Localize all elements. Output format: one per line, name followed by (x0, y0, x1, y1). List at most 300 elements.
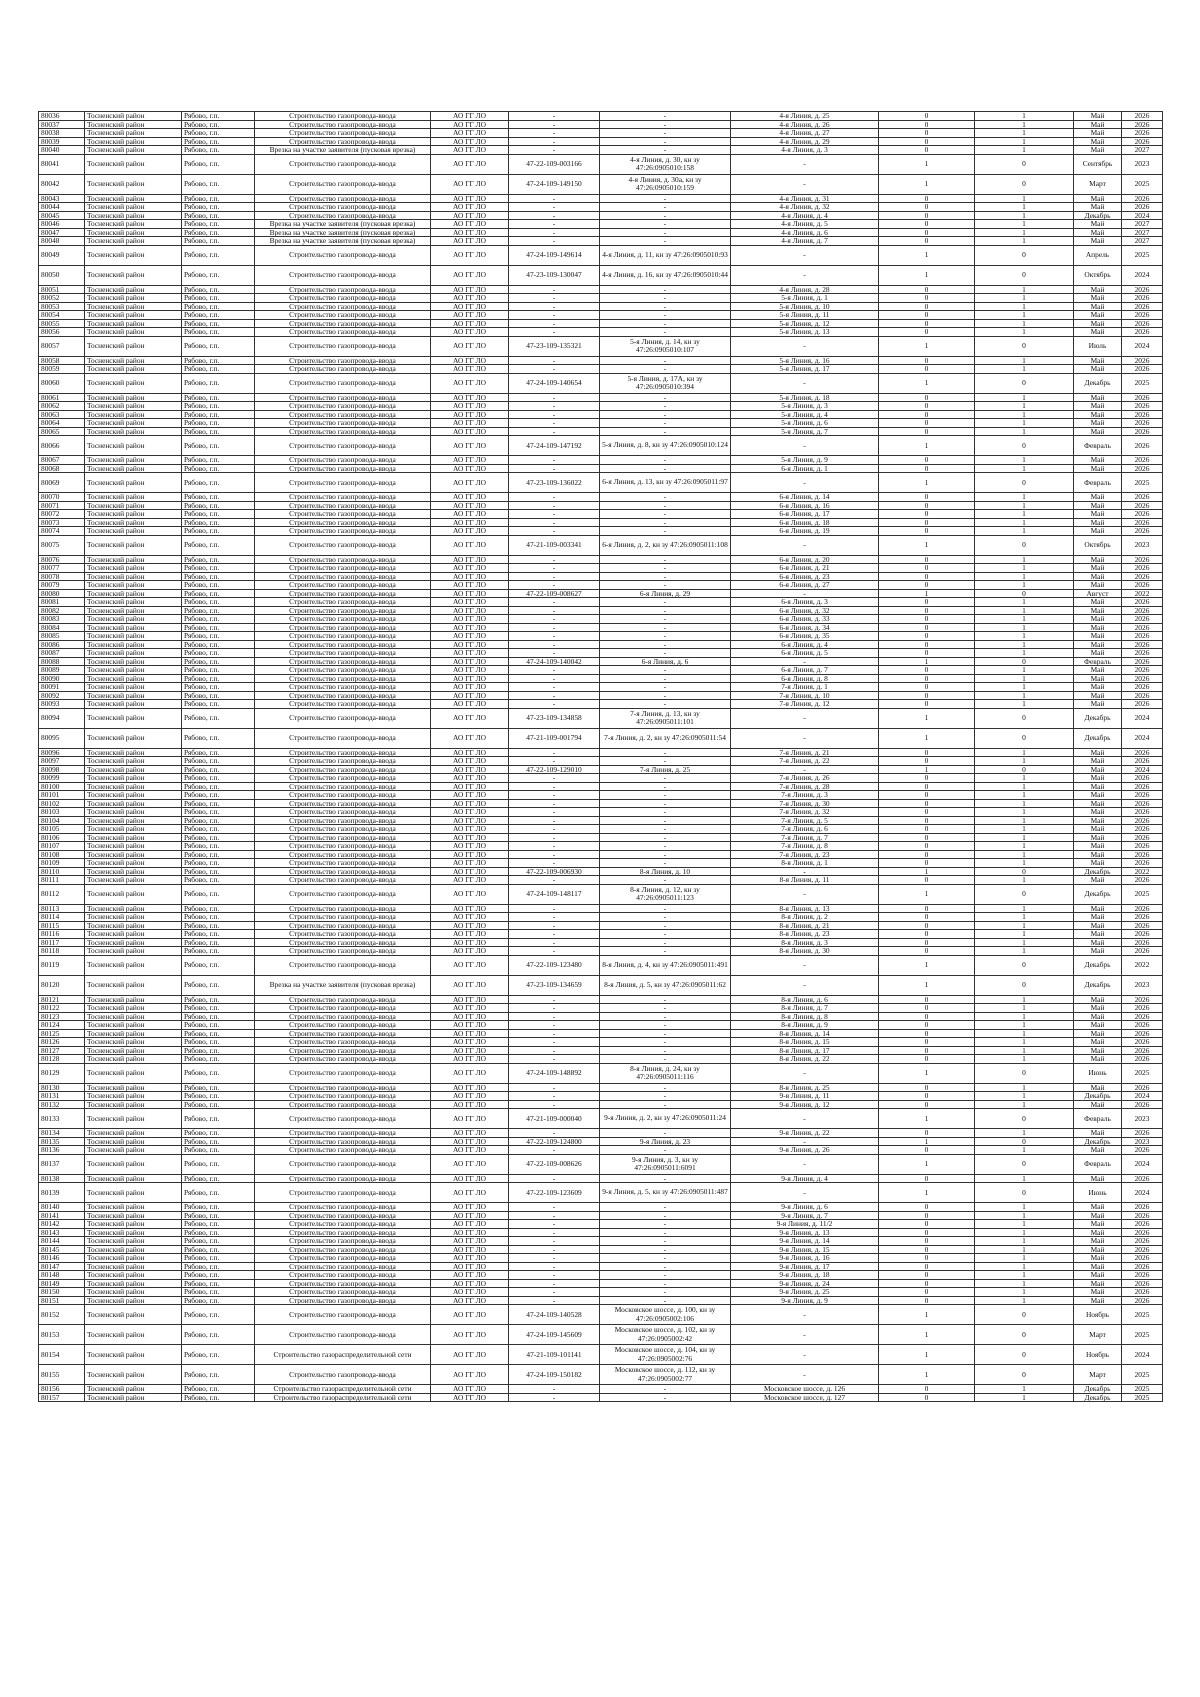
cell-address: 4-я Линия, д. 5 (731, 220, 879, 229)
cell-number: 80059 (39, 365, 85, 374)
cell-number: 80065 (39, 427, 85, 436)
cell-number: 80092 (39, 691, 85, 700)
cell-contract-number: - (509, 674, 600, 683)
cell-district: Тосненский район (85, 1129, 182, 1138)
cell-settlement: Рябово, г.п. (182, 640, 255, 649)
cell-work-type: Строительство газопровода-ввода (255, 1021, 431, 1030)
cell-district: Тосненский район (85, 1254, 182, 1263)
cell-settlement: Рябово, г.п. (182, 938, 255, 947)
cell-organization: АО ГГ ЛО (431, 265, 509, 285)
cell-year: 2027 (1122, 228, 1163, 237)
cell-month: Май (1074, 1211, 1122, 1220)
cell-address: 9-я Линия, д. 6 (731, 1203, 879, 1212)
cell-year: 2026 (1122, 120, 1163, 129)
cell-district: Тосненский район (85, 1279, 182, 1288)
cell-district: Тосненский район (85, 938, 182, 947)
cell-address: 8-я Линия, д. 11 (731, 876, 879, 885)
cell-count-a: 0 (879, 1092, 975, 1101)
cell-address: Московское шоссе, д. 126 (731, 1385, 879, 1394)
cell-work-type: Строительство газопровода-ввода (255, 1288, 431, 1297)
cell-contract-number: - (509, 842, 600, 851)
cell-work-type: Строительство газопровода-ввода (255, 1029, 431, 1038)
cell-address: 5-я Линия, д. 13 (731, 328, 879, 337)
cell-month: Май (1074, 1012, 1122, 1021)
cell-work-type: Строительство газопровода-ввода (255, 501, 431, 510)
cell-district: Тосненский район (85, 1345, 182, 1365)
cell-year: 2024 (1122, 336, 1163, 356)
cell-contract-number: - (509, 493, 600, 502)
cell-year: 2026 (1122, 1174, 1163, 1183)
cell-month: Декабрь (1074, 1092, 1122, 1101)
cell-work-type: Строительство газопровода-ввода (255, 799, 431, 808)
cell-address-contract: - (600, 606, 731, 615)
cell-contract-number: - (509, 203, 600, 212)
cell-settlement: Рябово, г.п. (182, 237, 255, 246)
cell-district: Тосненский район (85, 112, 182, 121)
cell-count-b: 1 (975, 518, 1074, 527)
cell-organization: АО ГГ ЛО (431, 336, 509, 356)
cell-contract-number: - (509, 632, 600, 641)
cell-contract-number: 47-22-109-006930 (509, 867, 600, 876)
cell-count-b: 0 (975, 867, 1074, 876)
cell-number: 80096 (39, 748, 85, 757)
cell-count-b: 1 (975, 237, 1074, 246)
cell-work-type: Строительство газопровода-ввода (255, 294, 431, 303)
cell-month: Май (1074, 1029, 1122, 1038)
cell-count-b: 0 (975, 245, 1074, 265)
cell-organization: АО ГГ ЛО (431, 615, 509, 624)
cell-number: 80072 (39, 510, 85, 519)
cell-settlement: Рябово, г.п. (182, 373, 255, 393)
cell-count-a: 0 (879, 319, 975, 328)
cell-address-contract: 9-я Линия, д. 5, кн зу 47:26:0905011:487 (600, 1183, 731, 1203)
cell-address: - (731, 589, 879, 598)
cell-address-contract: - (600, 220, 731, 229)
cell-district: Тосненский район (85, 1305, 182, 1325)
cell-work-type: Строительство газопровода-ввода (255, 598, 431, 607)
cell-year: 2027 (1122, 220, 1163, 229)
cell-contract-number: - (509, 1038, 600, 1047)
cell-number: 80114 (39, 913, 85, 922)
cell-count-b: 1 (975, 913, 1074, 922)
cell-address-contract: 4-я Линия, д. 11, кн зу 47:26:0905010:93 (600, 245, 731, 265)
cell-year: 2026 (1122, 1021, 1163, 1030)
table-row (39, 799, 1163, 808)
cell-contract-number: - (509, 615, 600, 624)
cell-count-b: 1 (975, 294, 1074, 303)
cell-contract-number: 47-24-109-149150 (509, 174, 600, 194)
cell-contract-number: - (509, 572, 600, 581)
cell-number: 80128 (39, 1055, 85, 1064)
cell-number: 80049 (39, 245, 85, 265)
cell-count-a: 0 (879, 493, 975, 502)
cell-contract-number: 47-24-109-150182 (509, 1365, 600, 1385)
cell-count-b: 1 (975, 1288, 1074, 1297)
cell-district: Тосненский район (85, 555, 182, 564)
cell-settlement: Рябово, г.п. (182, 884, 255, 904)
cell-organization: АО ГГ ЛО (431, 904, 509, 913)
cell-year: 2026 (1122, 1046, 1163, 1055)
cell-count-a: 1 (879, 245, 975, 265)
cell-address-contract: - (600, 311, 731, 320)
cell-contract-number: - (509, 1029, 600, 1038)
table-row (39, 1305, 1163, 1325)
cell-organization: АО ГГ ЛО (431, 859, 509, 868)
cell-month: Май (1074, 1220, 1122, 1229)
cell-year: 2026 (1122, 581, 1163, 590)
table-row (39, 774, 1163, 783)
cell-district: Тосненский район (85, 947, 182, 956)
cell-number: 80124 (39, 1021, 85, 1030)
cell-address-contract: - (600, 1385, 731, 1394)
cell-address: - (731, 1365, 879, 1385)
cell-organization: АО ГГ ЛО (431, 1203, 509, 1212)
cell-contract-number: - (509, 464, 600, 473)
table-row (39, 808, 1163, 817)
cell-work-type: Строительство газопровода-ввода (255, 606, 431, 615)
cell-year: 2026 (1122, 816, 1163, 825)
cell-settlement: Рябово, г.п. (182, 1271, 255, 1280)
table-row (39, 876, 1163, 885)
cell-month: Май (1074, 683, 1122, 692)
cell-work-type: Строительство газопровода-ввода (255, 1325, 431, 1345)
cell-month: Май (1074, 527, 1122, 536)
cell-contract-number: - (509, 211, 600, 220)
cell-address: 8-я Линия, д. 21 (731, 921, 879, 930)
cell-month: Май (1074, 1245, 1122, 1254)
cell-year: 2022 (1122, 867, 1163, 876)
cell-contract-number: 47-23-109-134858 (509, 708, 600, 728)
cell-work-type: Строительство газопровода-ввода (255, 683, 431, 692)
table-row (39, 402, 1163, 411)
cell-contract-number: 47-23-109-136022 (509, 473, 600, 493)
cell-month: Май (1074, 555, 1122, 564)
cell-count-b: 0 (975, 1154, 1074, 1174)
cell-count-b: 1 (975, 1092, 1074, 1101)
cell-count-b: 1 (975, 640, 1074, 649)
cell-settlement: Рябово, г.п. (182, 666, 255, 675)
cell-settlement: Рябово, г.п. (182, 1203, 255, 1212)
cell-year: 2026 (1122, 598, 1163, 607)
table-row (39, 842, 1163, 851)
table-row (39, 748, 1163, 757)
cell-month: Декабрь (1074, 975, 1122, 995)
cell-work-type: Строительство газопровода-ввода (255, 419, 431, 428)
cell-organization: АО ГГ ЛО (431, 203, 509, 212)
cell-settlement: Рябово, г.п. (182, 1029, 255, 1038)
cell-year: 2026 (1122, 666, 1163, 675)
cell-district: Тосненский район (85, 427, 182, 436)
cell-work-type: Строительство газопровода-ввода (255, 1211, 431, 1220)
cell-settlement: Рябово, г.п. (182, 765, 255, 774)
cell-contract-number: - (509, 328, 600, 337)
cell-contract-number: 47-24-109-147192 (509, 436, 600, 456)
cell-count-b: 1 (975, 623, 1074, 632)
cell-count-a: 1 (879, 1325, 975, 1345)
cell-count-a: 0 (879, 146, 975, 155)
cell-organization: АО ГГ ЛО (431, 373, 509, 393)
cell-number: 80062 (39, 402, 85, 411)
cell-address-contract: - (600, 842, 731, 851)
table-row (39, 1345, 1163, 1365)
cell-count-b: 0 (975, 1325, 1074, 1345)
cell-count-b: 1 (975, 674, 1074, 683)
cell-contract-number: - (509, 598, 600, 607)
cell-district: Тосненский район (85, 1100, 182, 1109)
cell-number: 80118 (39, 947, 85, 956)
cell-organization: АО ГГ ЛО (431, 1129, 509, 1138)
table-row (39, 1100, 1163, 1109)
cell-count-b: 1 (975, 228, 1074, 237)
cell-settlement: Рябово, г.п. (182, 1146, 255, 1155)
table-row (39, 265, 1163, 285)
cell-address: 8-я Линия, д. 8 (731, 1012, 879, 1021)
cell-number: 80085 (39, 632, 85, 641)
cell-number: 80084 (39, 623, 85, 632)
cell-address: 9-я Линия, д. 15 (731, 1245, 879, 1254)
table-row (39, 1385, 1163, 1394)
cell-work-type: Строительство газопровода-ввода (255, 589, 431, 598)
cell-address: 9-я Линия, д. 11 (731, 1092, 879, 1101)
cell-settlement: Рябово, г.п. (182, 850, 255, 859)
table-row (39, 518, 1163, 527)
cell-count-a: 0 (879, 947, 975, 956)
cell-month: Май (1074, 1288, 1122, 1297)
cell-month: Май (1074, 632, 1122, 641)
cell-district: Тосненский район (85, 1183, 182, 1203)
cell-count-a: 1 (879, 473, 975, 493)
cell-address-contract: - (600, 1046, 731, 1055)
cell-count-a: 1 (879, 1137, 975, 1146)
cell-work-type: Врезка на участке заявителя (пусковая врезка) (255, 975, 431, 995)
cell-count-a: 0 (879, 1211, 975, 1220)
cell-month: Май (1074, 765, 1122, 774)
table-row (39, 649, 1163, 658)
cell-settlement: Рябово, г.п. (182, 336, 255, 356)
cell-address-contract: - (600, 700, 731, 709)
cell-year: 2025 (1122, 245, 1163, 265)
cell-year: 2026 (1122, 572, 1163, 581)
cell-district: Тосненский район (85, 589, 182, 598)
cell-number: 80060 (39, 373, 85, 393)
cell-year: 2026 (1122, 640, 1163, 649)
cell-settlement: Рябово, г.п. (182, 632, 255, 641)
cell-address-contract: - (600, 228, 731, 237)
cell-address: 4-я Линия, д. 3 (731, 146, 879, 155)
cell-district: Тосненский район (85, 265, 182, 285)
cell-organization: АО ГГ ЛО (431, 1393, 509, 1402)
cell-address-contract: - (600, 510, 731, 519)
cell-organization: АО ГГ ЛО (431, 666, 509, 675)
cell-address-contract: 4-я Линия, д. 30а, кн зу 47:26:0905010:159 (600, 174, 731, 194)
cell-number: 80057 (39, 336, 85, 356)
cell-work-type: Строительство газопровода-ввода (255, 1203, 431, 1212)
cell-address: 8-я Линия, д. 14 (731, 1029, 879, 1038)
cell-settlement: Рябово, г.п. (182, 493, 255, 502)
cell-count-a: 0 (879, 510, 975, 519)
cell-count-a: 1 (879, 765, 975, 774)
cell-work-type: Строительство газопровода-ввода (255, 1109, 431, 1129)
cell-count-a: 0 (879, 1129, 975, 1138)
cell-contract-number: - (509, 791, 600, 800)
cell-month: Декабрь (1074, 1393, 1122, 1402)
cell-address-contract: Московское шоссе, д. 112, кн зу 47:26:0905002:77 (600, 1365, 731, 1385)
table-row (39, 564, 1163, 573)
cell-work-type: Строительство газопровода-ввода (255, 356, 431, 365)
cell-contract-number: - (509, 947, 600, 956)
cell-organization: АО ГГ ЛО (431, 1083, 509, 1092)
cell-year: 2026 (1122, 393, 1163, 402)
cell-year: 2026 (1122, 632, 1163, 641)
cell-district: Тосненский район (85, 328, 182, 337)
cell-year: 2026 (1122, 850, 1163, 859)
cell-number: 80143 (39, 1228, 85, 1237)
cell-contract-number: - (509, 1271, 600, 1280)
cell-organization: АО ГГ ЛО (431, 1325, 509, 1345)
cell-district: Тосненский район (85, 501, 182, 510)
cell-settlement: Рябово, г.п. (182, 112, 255, 121)
cell-settlement: Рябово, г.п. (182, 1109, 255, 1129)
cell-year: 2025 (1122, 174, 1163, 194)
cell-year: 2024 (1122, 1154, 1163, 1174)
cell-contract-number: - (509, 1262, 600, 1271)
cell-address: 9-я Линия, д. 26 (731, 1146, 879, 1155)
cell-settlement: Рябово, г.п. (182, 464, 255, 473)
cell-work-type: Строительство газопровода-ввода (255, 527, 431, 536)
cell-work-type: Строительство газопровода-ввода (255, 1038, 431, 1047)
cell-address-contract: - (600, 493, 731, 502)
cell-address-contract: - (600, 1211, 731, 1220)
cell-year: 2026 (1122, 1004, 1163, 1013)
cell-address: 6-я Линия, д. 5 (731, 649, 879, 658)
cell-count-b: 1 (975, 456, 1074, 465)
cell-month: Май (1074, 285, 1122, 294)
cell-contract-number: - (509, 112, 600, 121)
cell-work-type: Строительство газопровода-ввода (255, 1305, 431, 1325)
cell-number: 80098 (39, 765, 85, 774)
cell-address-contract: - (600, 1296, 731, 1305)
cell-settlement: Рябово, г.п. (182, 1046, 255, 1055)
cell-organization: АО ГГ ЛО (431, 589, 509, 598)
cell-organization: АО ГГ ЛО (431, 632, 509, 641)
cell-number: 80152 (39, 1305, 85, 1325)
cell-count-b: 1 (975, 1046, 1074, 1055)
cell-settlement: Рябово, г.п. (182, 245, 255, 265)
table-row (39, 328, 1163, 337)
cell-address: 6-я Линия, д. 1 (731, 464, 879, 473)
cell-address-contract: - (600, 913, 731, 922)
cell-address: - (731, 154, 879, 174)
cell-address: 6-я Линия, д. 19 (731, 527, 879, 536)
cell-address: 9-я Линия, д. 11/2 (731, 1220, 879, 1229)
table-row (39, 632, 1163, 641)
cell-month: Ноябрь (1074, 1345, 1122, 1365)
cell-contract-number: - (509, 220, 600, 229)
cell-address: 8-я Линия, д. 7 (731, 1004, 879, 1013)
cell-address: - (731, 1063, 879, 1083)
cell-work-type: Строительство газопровода-ввода (255, 1146, 431, 1155)
cell-number: 80103 (39, 808, 85, 817)
cell-contract-number: - (509, 1296, 600, 1305)
cell-work-type: Строительство газопровода-ввода (255, 1174, 431, 1183)
cell-month: Сентябрь (1074, 154, 1122, 174)
cell-count-b: 1 (975, 799, 1074, 808)
cell-month: Май (1074, 1100, 1122, 1109)
cell-address-contract: - (600, 1092, 731, 1101)
cell-work-type: Строительство газопровода-ввода (255, 203, 431, 212)
cell-address: 6-я Линия, д. 27 (731, 581, 879, 590)
cell-address-contract: 7-я Линия, д. 2, кн зу 47:26:0905011:54 (600, 728, 731, 748)
cell-number: 80064 (39, 419, 85, 428)
cell-count-a: 0 (879, 598, 975, 607)
cell-organization: АО ГГ ЛО (431, 640, 509, 649)
cell-address: 7-я Линия, д. 6 (731, 825, 879, 834)
cell-count-a: 1 (879, 1183, 975, 1203)
cell-organization: АО ГГ ЛО (431, 774, 509, 783)
cell-settlement: Рябово, г.п. (182, 1296, 255, 1305)
cell-year: 2026 (1122, 1220, 1163, 1229)
cell-work-type: Строительство газопровода-ввода (255, 816, 431, 825)
cell-month: Май (1074, 774, 1122, 783)
cell-address-contract: - (600, 850, 731, 859)
cell-month: Февраль (1074, 657, 1122, 666)
cell-organization: АО ГГ ЛО (431, 1365, 509, 1385)
cell-count-b: 1 (975, 419, 1074, 428)
cell-month: Февраль (1074, 473, 1122, 493)
cell-work-type: Строительство газопровода-ввода (255, 1129, 431, 1138)
cell-organization: АО ГГ ЛО (431, 1021, 509, 1030)
cell-contract-number: - (509, 876, 600, 885)
cell-district: Тосненский район (85, 913, 182, 922)
table-row (39, 1092, 1163, 1101)
cell-count-b: 0 (975, 535, 1074, 555)
cell-count-a: 0 (879, 1254, 975, 1263)
cell-work-type: Строительство газопровода-ввода (255, 365, 431, 374)
cell-settlement: Рябово, г.п. (182, 683, 255, 692)
cell-settlement: Рябово, г.п. (182, 1279, 255, 1288)
cell-year: 2024 (1122, 708, 1163, 728)
cell-address-contract: - (600, 402, 731, 411)
cell-count-b: 1 (975, 748, 1074, 757)
cell-work-type: Строительство газопровода-ввода (255, 137, 431, 146)
cell-settlement: Рябово, г.п. (182, 1055, 255, 1064)
cell-month: Май (1074, 623, 1122, 632)
table-row (39, 194, 1163, 203)
cell-contract-number: - (509, 606, 600, 615)
cell-count-a: 0 (879, 921, 975, 930)
cell-year: 2025 (1122, 1325, 1163, 1345)
cell-number: 80109 (39, 859, 85, 868)
table-row (39, 112, 1163, 121)
cell-year: 2024 (1122, 265, 1163, 285)
cell-year: 2026 (1122, 930, 1163, 939)
cell-count-a: 0 (879, 859, 975, 868)
cell-year: 2026 (1122, 356, 1163, 365)
cell-address-contract: - (600, 527, 731, 536)
cell-count-b: 1 (975, 850, 1074, 859)
cell-count-a: 1 (879, 589, 975, 598)
cell-address-contract: - (600, 1262, 731, 1271)
table-row (39, 311, 1163, 320)
cell-count-b: 1 (975, 1211, 1074, 1220)
table-row (39, 129, 1163, 138)
cell-month: Октябрь (1074, 535, 1122, 555)
cell-work-type: Строительство газопровода-ввода (255, 319, 431, 328)
cell-contract-number: - (509, 816, 600, 825)
table-row (39, 904, 1163, 913)
cell-contract-number: - (509, 129, 600, 138)
cell-district: Тосненский район (85, 419, 182, 428)
